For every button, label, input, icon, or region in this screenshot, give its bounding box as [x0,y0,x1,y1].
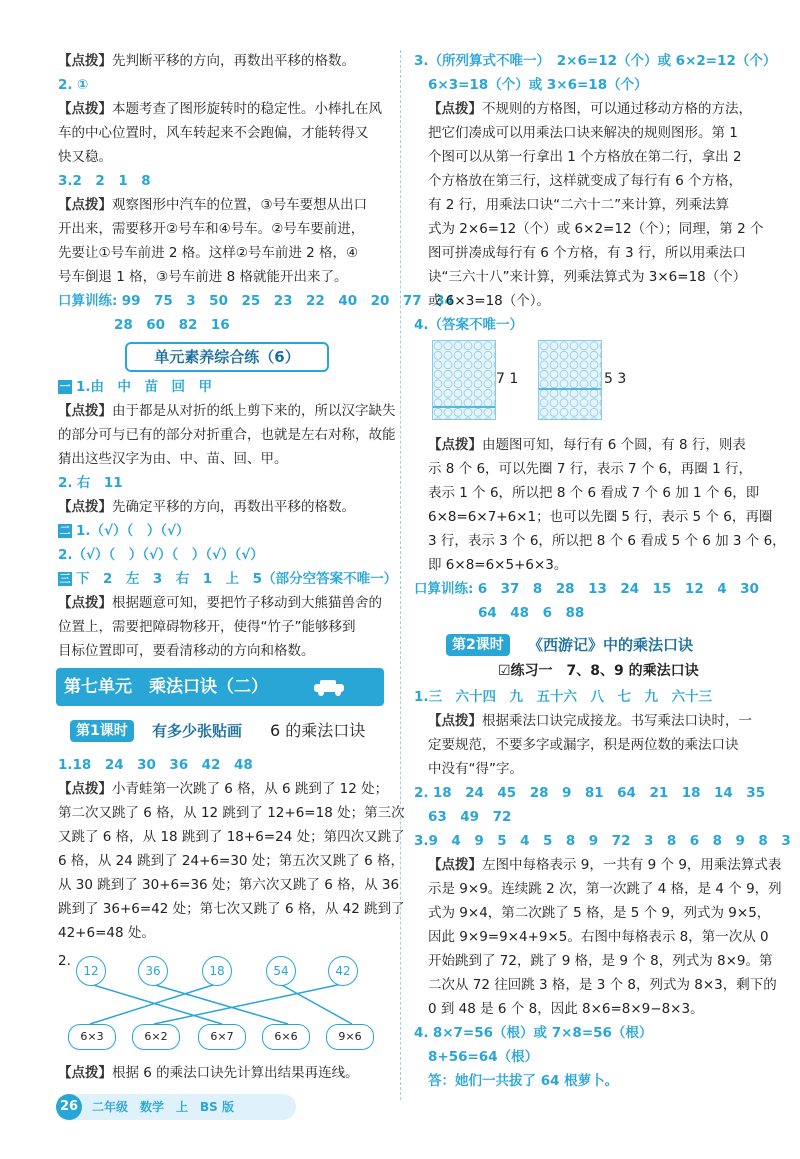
tip-line: 【点拨】观察图形中汽车的位置，③号车要想从出口 [58,197,368,213]
text-line: 从 30 跳到了 30+6=36 处；第六次又跳了 6 格，从 36 [58,877,400,893]
unit-review-title: 单元素养综合练（6） [125,342,329,372]
tip-line: 【点拨】左图中每格表示 9，一共有 9 个 9，用乘法算式表 [428,857,782,873]
text-line: 二次从 72 往回跳 3 格，是 3 个 8，列式为 8×3，剩下的 [428,977,777,993]
question-2: 2. ① [58,77,89,93]
text-line: 式为 2×6=12（个）或 6×2=12（个）；同理，第 2 个 [428,221,764,237]
text-line: 号车倒退 1 格，③号车前进 8 格就能开出来了。 [58,269,348,285]
r-question-4: 4.（答案不唯一） [414,317,524,333]
text-line: 图可拼凑成每行有 6 个方格，有 3 行，所以用乘法口 [428,245,746,261]
lesson-tag: 第1课时 [70,720,134,742]
text-line: 表示 1 个 6，所以把 8 个 6 看成 7 个 6 加 1 个 6，即 [428,485,760,501]
p-question-2-row2: 63 49 72 [428,809,512,825]
r-question-3: 3.（所列算式不唯一） 2×6=12（个）或 6×2=12（个） [414,53,777,69]
oral-training-row2: 64 48 6 88 [478,605,585,621]
practice-title: ☑练习一 7、8、9 的乘法口诀 [498,663,699,679]
tip-line: 【点拨】根据题意可知，要把竹子移动到大熊猫兽舍的 [58,595,382,611]
p-answer-line: 8+56=64（根） [428,1049,539,1065]
tip-line: 【点拨】先判断平移的方向，再数出平移的格数。 [58,53,355,69]
p-answer-line: 答：她们一共拔了 64 根萝卜。 [428,1073,619,1089]
oral-training-row2: 28 60 82 16 [114,317,230,333]
p-question-4: 4. 8×7=56（根）或 7×8=56（根） [414,1025,653,1041]
lesson-tag: 第2课时 [446,634,510,656]
text-line: 式为 9×4，第二次跳了 5 格，是 5 个 9，列式为 9×5， [428,905,771,921]
text-line: 即 6×8=6×5+6×3。 [428,557,568,573]
figure-label-1: 7 1 [496,371,519,387]
tip-line: 【点拨】由于都是从对折的纸上剪下来的，所以汉字缺失 [58,403,396,419]
section3-answer: 下 2 左 3 右 1 上 5（部分空答案不唯一） [76,571,398,587]
oral-training: 口算训练: 99 75 3 50 25 23 22 40 20 77 34 [58,293,454,309]
figure-label-2: 5 3 [604,371,627,387]
text-line: 示是 9×9。连续跳 2 次，第一次跳了 4 格，是 4 个 9，列 [428,881,782,897]
text-line: 开出来，需要移开②号车和④号车。②号车要前进， [58,221,365,237]
pot-6x2: 6×2 [132,1024,180,1050]
tip-line: 【点拨】本题考查了图形旋转时的稳定性。小棒扎在风 [58,101,382,117]
text-line: 跳到了 36+6=42 处；第七次又跳了 6 格，从 42 跳到了 [58,901,405,917]
unit-title: 第七单元 乘法口诀（二） [64,677,268,697]
r-answer-line: 6×3=18（个）或 3×6=18（个） [428,77,648,93]
lesson-name: 有多少张贴画 [152,722,243,740]
section1-q1: 1.由 中 苗 回 甲 [76,379,213,395]
p-question-1: 1.三 六十四 九 五十六 八 七 九 六十三 [414,689,713,705]
circle-grid-1 [432,340,496,420]
section-mark: 一 [59,380,71,393]
section2-q1: 1.（√）（ ）（√） [76,523,190,539]
pot-9x6: 9×6 [326,1024,374,1050]
drop-12: 12 [76,956,106,986]
p-question-2: 2. 18 24 45 28 9 81 64 21 18 14 35 [414,785,766,801]
tip-line: 【点拨】根据 6 的乘法口诀先计算出结果再连线。 [58,1065,359,1081]
text-line: 定要规范，不要多字或漏字，积是两位数的乘法口诀 [428,737,739,753]
section1-q2: 2. 右 11 [58,475,123,491]
text-line: 目标位置即可，要看清移动的方向和格数。 [58,643,315,659]
page-number: 26 [56,1094,82,1120]
pot-6x7: 6×7 [198,1024,246,1050]
text-line: 的部分可与已有的部分对折重合，也就是左右对称，故能 [58,427,396,443]
text-line: 中没有“得”字。 [428,761,523,777]
text-line: 车的中心位置时，风车转起来不会跑偏，才能转得又 [58,125,369,141]
text-line: 诀“三六十八”来计算，列乘法算式为 3×6=18（个） [428,269,747,285]
lesson1-q2-label: 2. [58,953,71,969]
tip-line: 【点拨】不规则的方格图，可以通过移动方格的方法， [428,101,752,117]
lesson-topic: 6 的乘法口诀 [270,721,366,740]
text-line: 有 2 行，用乘法口诀“二六十二”来计算，列乘法算 [428,197,730,213]
drop-36: 36 [138,956,168,986]
drop-54: 54 [266,956,296,986]
text-line: 开始跳到了 72，跳了 9 格，是 9 个 8，列式为 8×9。第 [428,953,773,969]
text-line: 个图可以从第一行拿出 1 个方格放在第二行，拿出 2 [428,149,742,165]
text-line: 先要让①号车前进 2 格。这样②号车前进 2 格，④ [58,245,359,261]
text-line: 或 6×3=18（个）。 [428,293,551,309]
text-line: 因此 9×9=9×4+9×5。右图中每格表示 8，第一次从 0 [428,929,769,945]
tip-line: 【点拨】根据乘法口诀完成接龙。书写乘法口诀时，一 [428,713,752,729]
text-line: 猜出这些汉字为由、中、苗、回、甲。 [58,451,288,467]
oral-training: 口算训练: 6 37 8 28 13 24 15 12 4 30 [414,581,759,597]
tip-line: 【点拨】小青蛙第一次跳了 6 格，从 6 跳到了 12 处； [58,781,389,797]
text-line: 第二次又跳了 6 格，从 12 跳到了 12+6=18 处；第三次 [58,805,405,821]
section-mark: 二 [59,524,71,537]
section-mark: 三 [59,572,71,585]
lesson1-q1: 1.18 24 30 36 42 48 [58,757,253,773]
pot-6x3: 6×3 [68,1024,116,1050]
text-line: 42+6=48 处。 [58,925,155,941]
text-line: 把它们凑成可以用乘法口诀来解决的规则图形。第 1 [428,125,738,141]
text-line: 位置上，需要把障碍物移开，使得“竹子”能够移到 [58,619,356,635]
drop-42: 42 [328,956,358,986]
text-line: 示 8 个 6，可以先圈 7 行，表示 7 个 6，再圈 1 行， [428,461,752,477]
circle-grid-2 [538,340,602,420]
lesson-name: 《西游记》中的乘法口诀 [528,636,694,654]
car-icon [312,678,352,696]
column-divider [400,50,401,1100]
p-question-3: 3.9 4 9 5 4 5 8 9 72 3 8 6 8 9 8 3 [414,833,791,849]
section2-q2: 2.（√）（ ）（√）（ ）（√）（√） [58,547,264,563]
text-line: 又跳了 6 格，从 18 跳到了 18+6=24 处；第四次又跳了 [58,829,405,845]
footer-text: 二年级 数学 上 BS 版 [92,1100,234,1114]
text-line: 6×8=6×7+6×1；也可以先圈 5 行，表示 5 个 6，再圈 [428,509,773,525]
tip-line: 【点拨】先确定平移的方向，再数出平移的格数。 [58,499,355,515]
drop-18: 18 [202,956,232,986]
text-line: 个方格放在第三行，这样就变成了每行有 6 个方格， [428,173,743,189]
text-line: 0 到 48 是 6 个 8，因此 8×6=8×9−8×3。 [428,1001,704,1017]
text-line: 快又稳。 [58,149,112,165]
pot-6x6: 6×6 [262,1024,310,1050]
question-3: 3.2 2 1 8 [58,173,151,189]
text-line: 3 行，表示 3 个 6，所以把 8 个 6 看成 5 个 6 加 3 个 6， [428,533,786,549]
tip-line: 【点拨】由题图可知，每行有 6 个圆，有 8 行，则表 [428,437,746,453]
text-line: 6 格，从 24 跳到了 24+6=30 处；第五次又跳了 6 格， [58,853,404,869]
